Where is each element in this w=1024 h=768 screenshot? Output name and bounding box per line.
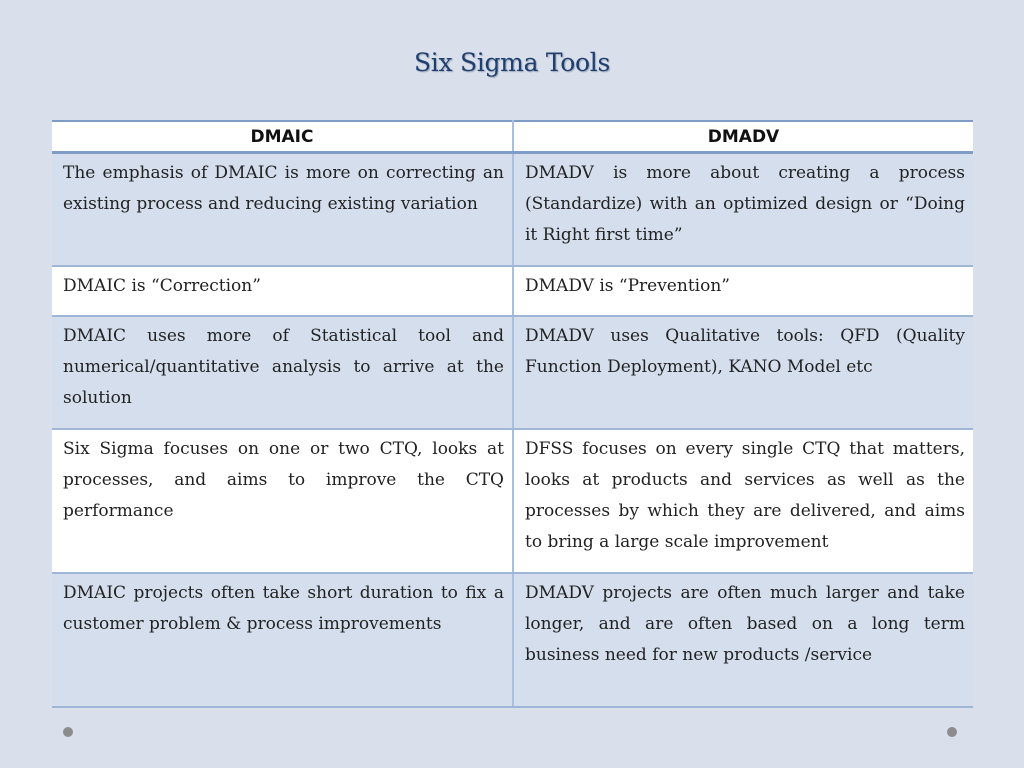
table-row (52, 266, 973, 316)
dmaic-cell: DMAIC is “Correction” (52, 266, 513, 316)
slide-bullet-dot-right (947, 727, 957, 737)
dmadv-cell: DMADV projects are often much larger and take longer, and are often based on a long term business need for new products /service (513, 573, 973, 707)
dmaic-cell: Six Sigma focuses on one or two CTQ, looks at processes, and aims to improve the CTQ performance (52, 429, 513, 573)
slide-title: Six Sigma Tools (413, 48, 610, 77)
table-row (52, 153, 973, 267)
dmadv-cell: DMADV uses Qualitative tools: QFD (Quality Function Deployment), KANO Model etc (513, 316, 973, 429)
comparison-table (52, 120, 973, 708)
dmadv-cell: DMADV is “Prevention” (513, 266, 973, 316)
header-dmadv: DMADV (513, 121, 973, 153)
dmaic-cell: The emphasis of DMAIC is more on correcting an existing process and reducing existing variation (52, 153, 513, 267)
dmadv-cell: DFSS focuses on every single CTQ that matters, looks at products and services as well as the processes by which they are delivered, and aims to bring a large scale improvement (513, 429, 973, 573)
header-dmaic: DMAIC (52, 121, 513, 153)
table-row (52, 429, 973, 573)
dmadv-cell: DMADV is more about creating a process (Standardize) with an optimized design or “Doing it Right first time” (513, 153, 973, 267)
slide-bullet-dot-left (63, 727, 73, 737)
table-row (52, 316, 973, 429)
dmaic-cell: DMAIC uses more of Statistical tool and numerical/quantitative analysis to arrive at the solution (52, 316, 513, 429)
table-header-row (52, 121, 973, 153)
table-row (52, 573, 973, 707)
dmaic-cell: DMAIC projects often take short duration to fix a customer problem & process improvements (52, 573, 513, 707)
